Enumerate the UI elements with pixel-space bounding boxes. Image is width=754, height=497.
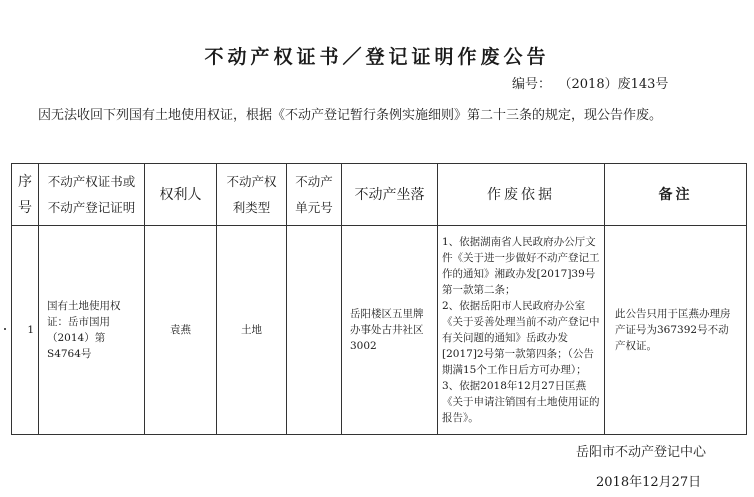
header-owner: 权利人: [145, 164, 217, 226]
header-right-type: 不动产权利类型: [217, 164, 287, 226]
header-location: 不动产坐落: [342, 164, 438, 226]
document-number-label: 编号：: [512, 77, 552, 92]
intro-paragraph: 因无法收回下列国有土地使用权证，根据《不动产登记暂行条例实施细则》第二十三条的规定，现公告作废。: [38, 108, 663, 123]
document-number: [512, 73, 668, 92]
header-seq: 序号: [12, 164, 39, 226]
table-row: [12, 226, 747, 435]
cell-basis: [438, 226, 605, 435]
basis-item: 2、依据岳阳市人民政府办公室《关于妥善处理当前不动产登记中有关问题的通知》岳政办发[2017]2号第一款第四条；（公告期满15个工作日后方可办理）；: [442, 300, 600, 376]
scan-speck: [4, 328, 6, 330]
cell-owner: 袁燕: [145, 226, 217, 435]
cell-location: 岳阳楼区五里牌办事处古井社区3002: [342, 226, 438, 435]
issue-date: 2018年12月27日: [596, 475, 702, 490]
table-header-row: [12, 164, 747, 226]
cell-remark: 此公告只用于匡燕办理房产证号为367392号不动产权证。: [605, 226, 747, 435]
header-basis: 作废依据: [438, 164, 605, 226]
page-title: 不动产权证书／登记证明作废公告: [204, 46, 550, 68]
cell-seq: 1: [12, 226, 39, 435]
cell-certificate: 国有土地使用权证：岳市国用（2014）第S4764号: [39, 226, 145, 435]
header-unit-no: 不动产单元号: [287, 164, 342, 226]
cell-unit-no: [287, 226, 342, 435]
cancellation-table: [11, 163, 747, 435]
cell-right-type: 土地: [217, 226, 287, 435]
header-remark: 备注: [605, 164, 747, 226]
basis-item: 1、依据湖南省人民政府办公厅文件《关于进一步做好不动产登记工作的通知》湘政办发[2017]39号第一款第二条；: [442, 236, 600, 296]
basis-item: 3、依据2018年12月27日匡燕《关于申请注销国有土地使用证的报告》。: [442, 380, 600, 424]
header-certificate: 不动产权证书或不动产登记证明: [39, 164, 145, 226]
issuing-organization: 岳阳市不动产登记中心: [576, 445, 707, 460]
document-number-value: （2018）废143号: [565, 77, 669, 92]
